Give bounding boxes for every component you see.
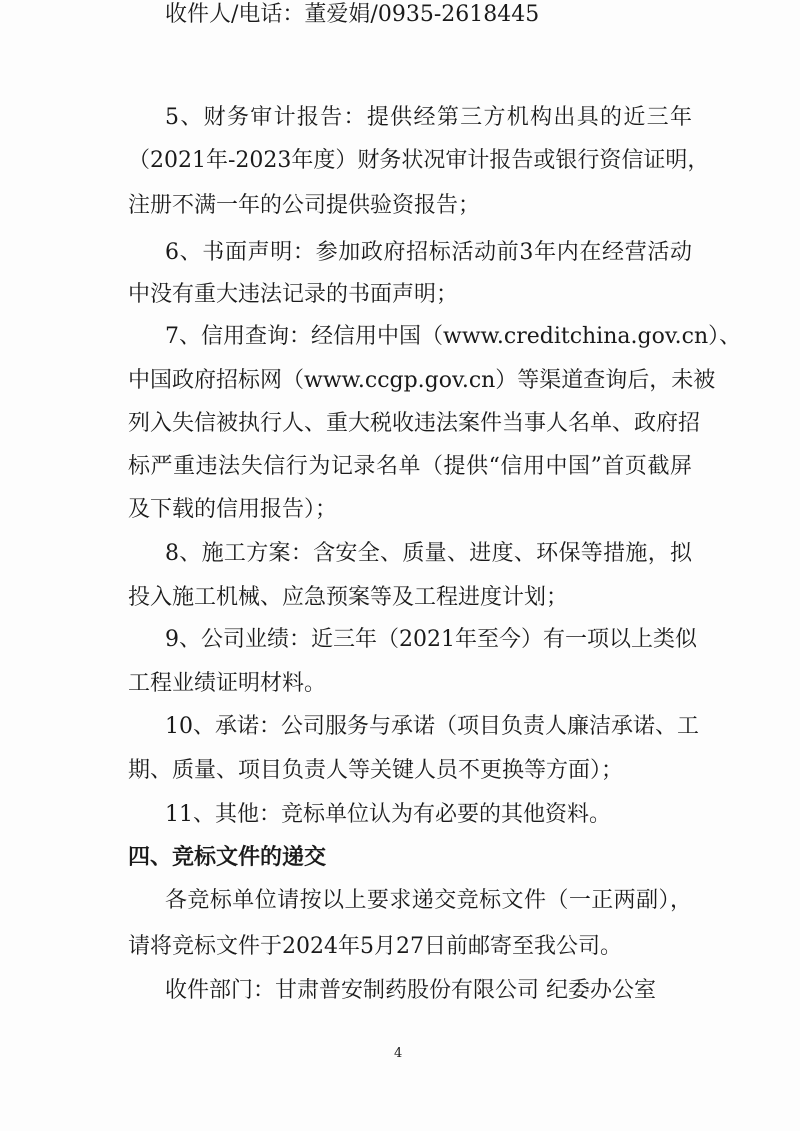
text-line: 及下载的信用报告）； (128, 497, 338, 522)
text-line: 期、质量、项目负责人等关键人员不更换等方面）； (128, 758, 624, 783)
text-line: 标严重违法失信行为记录名单（提供“信用中国”首页截屏 (128, 454, 692, 479)
text-line: 工程业绩证明材料。 (128, 671, 327, 696)
text-line: 注册不满一年的公司提供验资报告； (128, 193, 481, 218)
text-line: 中国政府招标网（www.ccgp.gov.cn）等渠道查询后，未被 (128, 368, 716, 393)
text-line: 7、信用查询：经信用中国（www.creditchina.gov.cn）、 (165, 324, 742, 349)
text-line: 10、承诺：公司服务与承诺（项目负责人廉洁承诺、工 (165, 714, 699, 739)
text-line: 各竞标单位请按以上要求递交竞标文件（一正两副）， (165, 888, 692, 913)
text-line: 投入施工机械、应急预案等及工程进度计划； (128, 585, 569, 610)
text-line: 收件部门：甘肃普安制药股份有限公司 纪委办公室 (165, 978, 656, 1003)
section-heading: 四、竞标文件的递交 (128, 845, 327, 870)
text-line: 5、财务审计报告：提供经第三方机构出具的近三年 (165, 105, 692, 130)
text-line: 8、施工方案：含安全、质量、进度、环保等措施，拟 (165, 541, 692, 566)
page-number: 4 (394, 1046, 403, 1061)
text-line: 列入失信被执行人、重大税收违法案件当事人名单、政府招 (128, 411, 701, 436)
text-line: 11、其他：竞标单位认为有必要的其他资料。 (165, 802, 611, 827)
text-line: 中没有重大违法记录的书面声明； (128, 282, 459, 307)
text-line: 9、公司业绩：近三年（2021年至今）有一项以上类似 (165, 627, 697, 652)
text-line: 请将竞标文件于2024年5月27日前邮寄至我公司。 (128, 934, 622, 959)
text-line: 6、书面声明：参加政府招标活动前3年内在经营活动 (165, 240, 692, 265)
text-line: 收件人/电话：董爱娟/0935-2618445 (165, 2, 540, 27)
text-line: （2021年-2023年度）财务状况审计报告或银行资信证明， (128, 148, 710, 173)
